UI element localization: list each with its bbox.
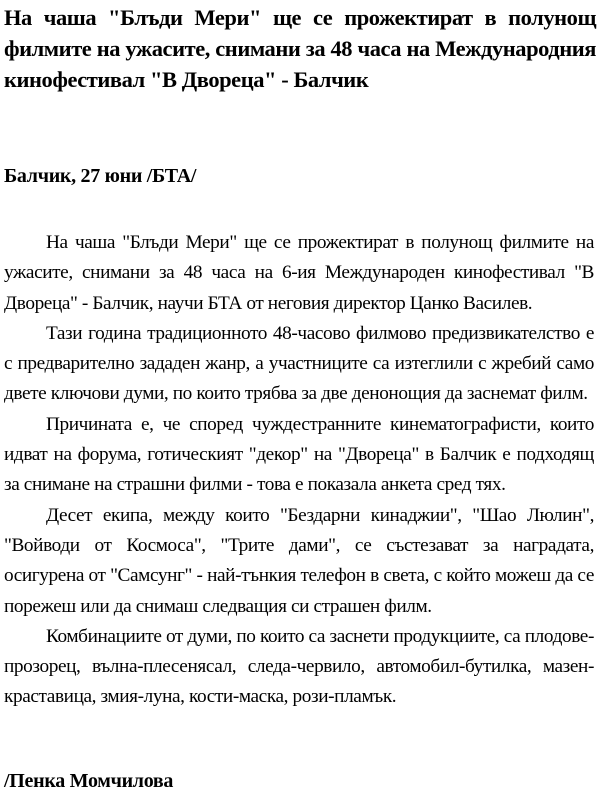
article-paragraph: На чаша "Блъди Мери" ще се прожектират в полунощ филмите на ужасите, снимани за 48 часа на 6-ия Международен кинофестивал "В Двореца" - Балчик, научи БТА от неговия директор Цанко Василев. [4, 232, 594, 314]
article-paragraph: Комбинациите от думи, по които са заснети продукциите, са плодове-прозорец, вълна-плесенясал, следа-червило, автомобил-бутилка, мазен-краставица, змия-луна, кости-маска, рози-пламък. [4, 625, 594, 708]
article-byline: /Пенка Момчилова [4, 770, 174, 792]
article-body [4, 228, 594, 713]
article-paragraph: Десет екипа, между които "Бездарни кинаджии", "Шао Люлин", "Войводи от Космоса", "Трите дами", се състезават за наградата, осигурена от "Самсунг" - най-тънкия телефон в света, с който можеш да се порежеш или да снимаш следващия си страшен филм. [4, 504, 594, 617]
article-headline: На чаша "Блъди Мери" ще се прожектират в полунощ филмите на ужасите, снимани за 48 часа на Международния кинофестивал "В Двореца" - Балчик [4, 5, 596, 92]
article-dateline: Балчик, 27 юни /БТА/ [4, 165, 197, 187]
article-paragraph: Тази година традиционното 48-часово филмово предизвикателство е с предварително зададен жанр, а участниците са изтеглили с жребий само двете ключови думи, по които трябва за две денонощия да заснемат филм. [4, 322, 594, 405]
article-paragraph: Причината е, че според чуждестранните кинематографисти, които идват на форума, готическият "декор" на "Двореца" в Балчик е подходящ за снимане на страшни филми - това е показала анкета сред тях. [4, 413, 594, 496]
